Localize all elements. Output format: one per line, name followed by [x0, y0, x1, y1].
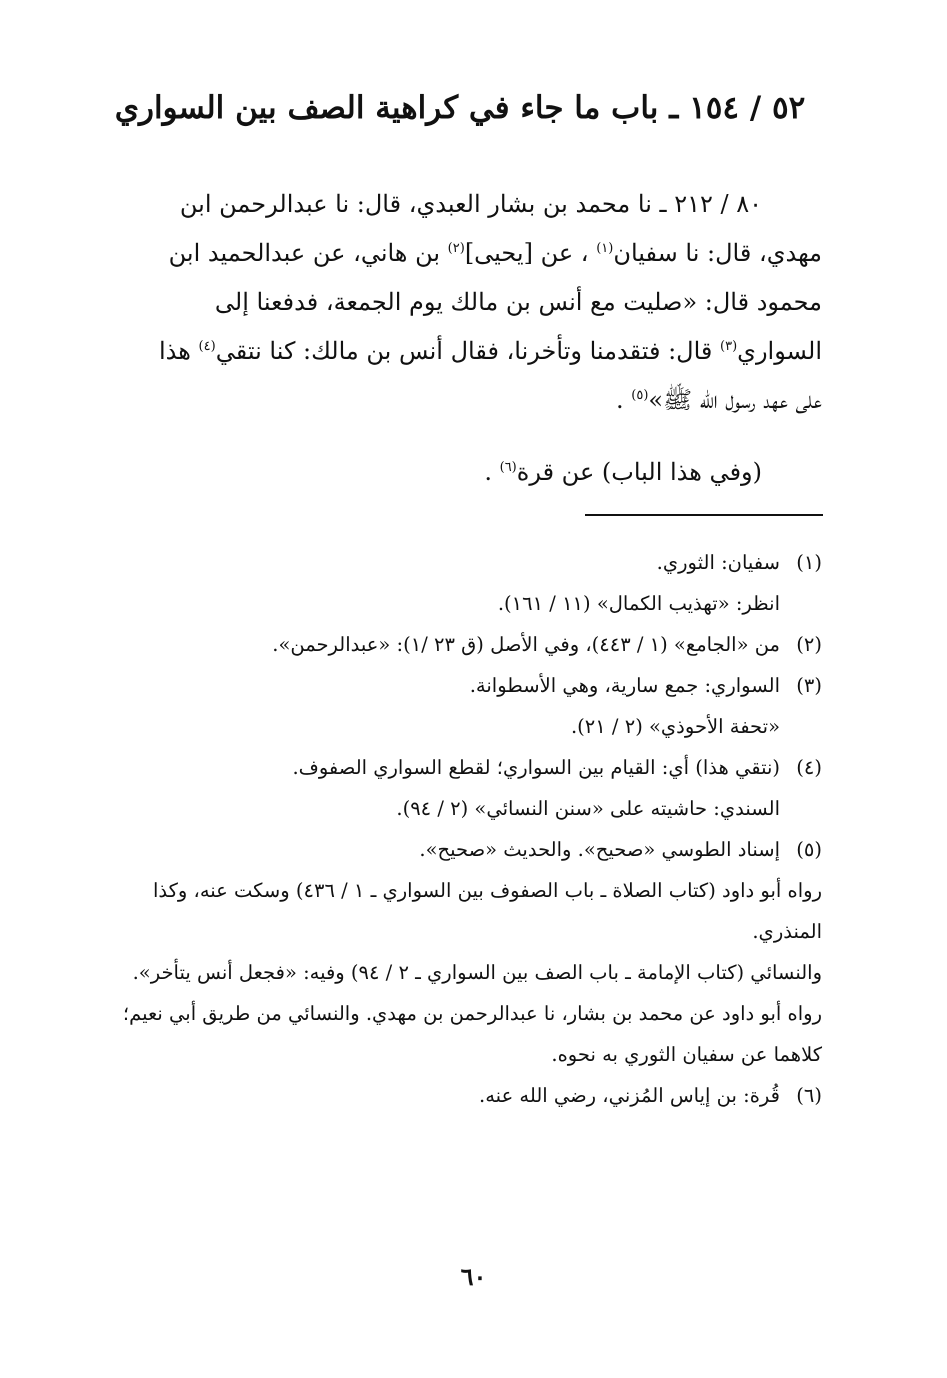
footnote-text: قُرة: بن إياس المُزني، رضي الله عنه. [479, 1084, 780, 1107]
hadith-line-text: ، عن [يحيى] [464, 239, 597, 267]
hadith-line-text: محمود قال: «صليت مع أنس بن مالك يوم الجمعة، فدفعنا إلى [214, 288, 822, 316]
footnote-text: رواه أبو داود (كتاب الصلاة ـ باب الصفوف بين السواري ـ ١ / ٤٣٦) وسكت عنه، وكذا المنذري. [153, 879, 822, 943]
hadith-line-text: ٨٠ / ٢١٢ ـ نا محمد بن بشار العبدي، قال: نا عبدالرحمن ابن [179, 190, 762, 218]
footnote-text: السواري: جمع سارية، وهي الأسطوانة. [469, 674, 780, 697]
footnote-ref[interactable]: (٣) [720, 339, 738, 354]
footnote-2 [100, 624, 822, 665]
chapter-title: ٥٢ / ١٥٤ ـ باب ما جاء في كراهية الصف بين السواري [114, 90, 806, 126]
footnote-3 [100, 665, 822, 706]
footnote-ref[interactable]: (٥) [631, 388, 649, 403]
footnote-4 [100, 747, 822, 788]
footnote-number: (١) [796, 551, 822, 574]
footnote-text: رواه أبو داود عن محمد بن بشار، نا عبدالرحمن بن مهدي. والنسائي من طريق أبي نعيم؛ [122, 1002, 822, 1025]
chapter-note-end: . [484, 458, 500, 486]
footnote-text: من «الجامع» (١ / ٤٤٣)، وفي الأصل (ق ٢٣ /١): «عبدالرحمن». [272, 633, 780, 656]
chapter-note-text: (وفي هذا الباب) عن قرة [516, 458, 762, 486]
page-number: ٦٠ [460, 1262, 487, 1291]
footnote-ref[interactable]: (١) [596, 241, 614, 256]
hadith-line [100, 376, 822, 425]
hadith-line-text: . [616, 386, 632, 414]
footnote-text: السندي: حاشيته على «سنن النسائي» (٢ / ٩٤). [396, 797, 780, 820]
hadith-line-text: قال: فتقدمنا وتأخرنا، فقال أنس بن مالك: كنا نتقي [215, 337, 721, 365]
hadith-line [100, 180, 822, 229]
chapter-note [100, 452, 762, 492]
hadith-line-text: السواري [737, 337, 822, 365]
footnote-number: (٤) [796, 756, 822, 779]
footnote-number: (٥) [796, 838, 822, 861]
footnote-number: (٦) [796, 1084, 822, 1107]
hadith-line [100, 278, 822, 327]
hadith-line [100, 327, 822, 376]
footnote-text: والنسائي (كتاب الإمامة ـ باب الصف بين السواري ـ ٢ / ٩٤) وفيه: «فجعل أنس يتأخر». [132, 961, 822, 984]
footnote-number: (٢) [796, 633, 822, 656]
hadith-line-text: بن هاني، عن عبدالحميد ابن [168, 239, 448, 267]
footnotes [100, 542, 822, 1116]
footnote-text: كلاهما عن سفيان الثوري به نحوه. [551, 1043, 822, 1066]
footnote-ref[interactable]: (٦) [499, 460, 517, 475]
footnote-text: سفيان: الثوري. [656, 551, 780, 574]
footnote-separator [585, 514, 823, 516]
footnote-6 [100, 1075, 822, 1116]
hadith-text [100, 180, 822, 425]
footnote-1 [100, 542, 822, 583]
footnote-text: (نتقي هذا) أي: القيام بين السواري؛ لقطع السواري الصفوف. [292, 756, 780, 779]
footnote-5 [100, 829, 822, 870]
hadith-line [100, 229, 822, 278]
footnote-text: «تحفة الأحوذي» (٢ / ٢١). [570, 715, 780, 738]
footnote-ref[interactable]: (٢) [447, 241, 465, 256]
footnote-text: إسناد الطوسي «صحيح». والحديث «صحيح». [419, 838, 780, 861]
hadith-line-text: مهدي، قال: نا سفيان [613, 239, 822, 267]
hadith-line-text: هذا [158, 337, 199, 365]
hadith-line-text: على عهد رسول الله ﷺ» [648, 386, 822, 414]
footnote-ref[interactable]: (٤) [198, 339, 216, 354]
footnote-text: انظر: «تهذيب الكمال» (١١ / ١٦١). [497, 592, 780, 615]
footnote-number: (٣) [796, 674, 822, 697]
